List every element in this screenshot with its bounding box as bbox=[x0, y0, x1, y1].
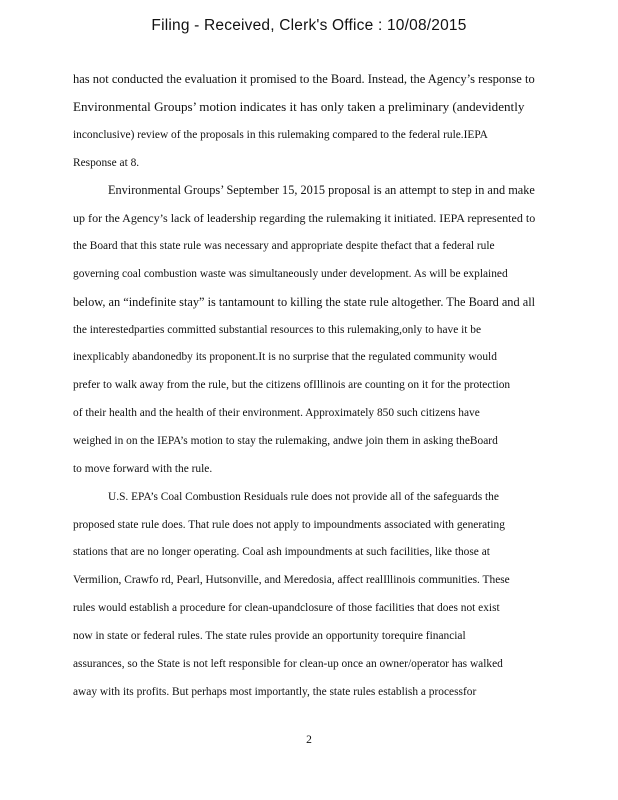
text-line: of their health and the health of their environment. Approximately 850 such citizens have bbox=[73, 407, 480, 419]
filing-stamp-header: Filing - Received, Clerk's Office : 10/08/2015 bbox=[151, 17, 467, 34]
page-number: 2 bbox=[306, 734, 312, 746]
text-line: up for the Agency’s lack of leadership regarding the rulemaking it initiated. IEPA represented to bbox=[73, 211, 536, 225]
text-line: stations that are no longer operating. Coal ash impoundments at such facilities, like those at bbox=[73, 546, 490, 558]
text-line: to move forward with the rule. bbox=[73, 463, 213, 475]
text-line: prefer to walk away from the rule, but the citizens ofIllinois are counting on it for the protection bbox=[73, 379, 511, 391]
text-line: Environmental Groups’ motion indicates it has only taken a preliminary (andevidently bbox=[73, 99, 525, 114]
text-line: inconclusive) review of the proposals in this rulemaking compared to the federal rule.IEPA bbox=[73, 129, 488, 141]
text-line: rules would establish a procedure for clean-upandclosure of those facilities that does not exist bbox=[73, 602, 500, 614]
text-line: U.S. EPA’s Coal Combustion Residuals rule does not provide all of the safeguards the bbox=[108, 491, 499, 503]
text-line: has not conducted the evaluation it promised to the Board. Instead, the Agency’s response to bbox=[73, 72, 535, 86]
text-line: the interestedparties committed substantial resources to this rulemaking,only to have it be bbox=[73, 324, 482, 336]
text-line: weighed in on the IEPA’s motion to stay the rulemaking, andwe join them in asking theBoard bbox=[73, 435, 498, 447]
text-line: below, an “indefinite stay” is tantamount to killing the state rule altogether. The Board and all bbox=[73, 295, 536, 309]
text-line: the Board that this state rule was necessary and appropriate despite thefact that a federal rule bbox=[73, 240, 495, 252]
text-line: Response at 8. bbox=[73, 157, 140, 169]
text-line: governing coal combustion waste was simultaneously under development. As will be explained bbox=[73, 268, 508, 280]
text-line: Vermilion, Crawfo rd, Pearl, Hutsonville, and Meredosia, affect realIllinois communities. These bbox=[73, 574, 510, 586]
text-line: inexplicably abandonedby its proponent.It is no surprise that the regulated community would bbox=[73, 351, 497, 363]
text-line: Environmental Groups’ September 15, 2015 proposal is an attempt to step in and make bbox=[108, 183, 535, 197]
text-line: now in state or federal rules. The state rules provide an opportunity torequire financial bbox=[73, 630, 466, 642]
text-line: away with its profits. But perhaps most importantly, the state rules establish a processfor bbox=[73, 686, 477, 698]
text-line: proposed state rule does. That rule does not apply to impoundments associated with generating bbox=[73, 519, 505, 531]
text-line: assurances, so the State is not left responsible for clean-up once an owner/operator has walked bbox=[73, 658, 503, 670]
